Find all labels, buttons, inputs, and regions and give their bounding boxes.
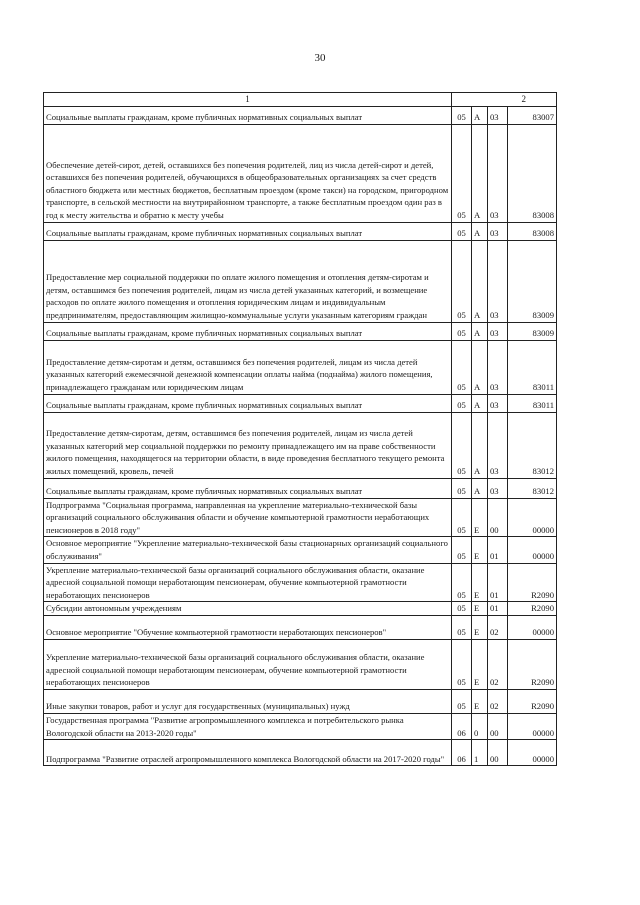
code-subprogram: 03 [488,124,508,222]
code-section: 05 [452,689,472,713]
code-direction: 83008 [508,124,557,222]
code-section: 05 [452,106,472,124]
code-subprogram: 02 [488,639,508,689]
row-description: Предоставление детям-сиротам, детям, оставшимся без попечения родителей, лицам из числа детей указанных категорий мер социальной поддержки по ремонту принадлежащего им на праве собственности жилого помещения, находящегося на территории области, в виде проведения бесплатного текущего ремонта жилых помещений, кровель, печей [44,412,452,478]
row-description: Социальные выплаты гражданам, кроме публичных нормативных социальных выплат [44,322,452,340]
code-subprogram: 01 [488,537,508,563]
code-subprogram: 00 [488,740,508,766]
code-section: 05 [452,412,472,478]
table-row [44,740,557,766]
row-description: Основное мероприятие "Укрепление материально-технической базы стационарных организаций социального обслуживания" [44,537,452,563]
table-row [44,106,557,124]
code-section: 05 [452,639,472,689]
row-description: Подпрограмма "Развитие отраслей агропромышленного комплекса Вологодской области на 2017-2020 годы" [44,740,452,766]
row-description: Основное мероприятие "Обучение компьютерной грамотности неработающих пенсионеров" [44,615,452,639]
code-program: А [472,412,488,478]
row-description: Субсидии автономным учреждениям [44,602,452,616]
code-program: 1 [472,740,488,766]
code-section: 05 [452,394,472,412]
code-program: Е [472,498,488,537]
row-description: Подпрограмма "Социальная программа, направленная на укрепление материально-технической базы организаций социального обслуживания области и обучение компьютерной грамотности неработающих пенсионеров в 2018 году" [44,498,452,537]
table-row [44,713,557,739]
row-description: Предоставление детям-сиротам и детям, оставшимся без попечения родителей, лицам из числа детей указанных категорий ежемесячной денежной компенсации оплаты найма (поднайма) жилого помещения, принадлежащего гражданам или юридическим лицам [44,340,452,394]
code-subprogram: 02 [488,615,508,639]
code-section: 05 [452,240,472,322]
table-row [44,689,557,713]
table-row [44,412,557,478]
code-subprogram: 03 [488,106,508,124]
table-row [44,563,557,602]
code-direction: 00000 [508,740,557,766]
table-row [44,478,557,498]
code-direction: R2090 [508,689,557,713]
table-row [44,394,557,412]
code-direction: R2090 [508,639,557,689]
row-description: Социальные выплаты гражданам, кроме публичных нормативных социальных выплат [44,478,452,498]
code-subprogram: 03 [488,394,508,412]
code-section: 05 [452,478,472,498]
code-section: 05 [452,322,472,340]
row-description: Социальные выплаты гражданам, кроме публичных нормативных социальных выплат [44,394,452,412]
page-number: 30 [314,52,326,64]
code-subprogram: 03 [488,240,508,322]
row-description: Социальные выплаты гражданам, кроме публичных нормативных социальных выплат [44,222,452,240]
code-section: 06 [452,713,472,739]
code-section: 05 [452,222,472,240]
code-subprogram: 02 [488,689,508,713]
code-program: Е [472,639,488,689]
header-col-1: 1 [44,93,452,107]
code-direction: 83012 [508,478,557,498]
table-row [44,340,557,394]
code-subprogram: 01 [488,602,508,616]
code-subprogram: 00 [488,713,508,739]
code-program: А [472,394,488,412]
table-row [44,124,557,222]
table-row [44,602,557,616]
code-program: 0 [472,713,488,739]
code-program: А [472,106,488,124]
table-row [44,639,557,689]
table-row [44,537,557,563]
code-program: А [472,478,488,498]
code-subprogram: 03 [488,340,508,394]
code-section: 05 [452,340,472,394]
code-section: 05 [452,602,472,616]
code-subprogram: 03 [488,222,508,240]
code-program: А [472,322,488,340]
code-program: А [472,222,488,240]
row-description: Обеспечение детей-сирот, детей, оставшихся без попечения родителей, лиц из числа детей-сирот и детей, оставшихся без попечения родителей, обучающихся в общеобразовательных организациях за счет средств областного бюджета или местных бюджетов, бесплатным проездом (кроме такси) на городском, пригородном транспорте, в сельской местности на внутрирайонном транспорте, а также бесплатным проездом один раз в год к месту жительства и обратно к месту учебы [44,124,452,222]
header-row [44,93,557,107]
table-row [44,322,557,340]
code-program: Е [472,689,488,713]
code-direction: 83007 [508,106,557,124]
table-row [44,222,557,240]
row-description: Иные закупки товаров, работ и услуг для государственных (муниципальных) нужд [44,689,452,713]
code-direction: 83009 [508,240,557,322]
code-section: 05 [452,537,472,563]
code-section: 05 [452,563,472,602]
row-description: Предоставление мер социальной поддержки по оплате жилого помещения и отопления детям-сиротам и детям, оставшимся без попечения родителей, лицам из числа детей указанных категорий, и возмещение расходов по оплате жилого помещения и отопления юридическим лицам и индивидуальным предпринимателям, предоставляющим жилищно-коммунальные услуги указанным категориям граждан [44,240,452,322]
code-direction: 83012 [508,412,557,478]
code-section: 06 [452,740,472,766]
code-section: 05 [452,615,472,639]
code-program: Е [472,537,488,563]
code-program: А [472,124,488,222]
table-row [44,498,557,537]
code-section: 05 [452,498,472,537]
row-description: Укрепление материально-технической базы организаций социального обслуживания области, оказание адресной социальной помощи неработающим пенсионерам, обучение компьютерной грамотности неработающих пенсионеров [44,639,452,689]
code-direction: 83011 [508,394,557,412]
code-program: А [472,240,488,322]
code-program: Е [472,563,488,602]
row-description: Укрепление материально-технической базы организаций социального обслуживания области, оказание адресной социальной помощи неработающим пенсионерам, обучение компьютерной грамотности неработающих пенсионеров [44,563,452,602]
code-subprogram: 01 [488,563,508,602]
code-subprogram: 03 [488,412,508,478]
row-description: Государственная программа "Развитие агропромышленного комплекса и потребительского рынка Вологодской области на 2013-2020 годы" [44,713,452,739]
code-program: Е [472,615,488,639]
code-direction: 83009 [508,322,557,340]
budget-table [43,92,557,766]
code-direction: R2090 [508,602,557,616]
code-direction: 00000 [508,498,557,537]
code-program: А [472,340,488,394]
code-direction: 83011 [508,340,557,394]
code-direction: 00000 [508,713,557,739]
code-section: 05 [452,124,472,222]
code-subprogram: 00 [488,498,508,537]
code-direction: R2090 [508,563,557,602]
code-direction: 83008 [508,222,557,240]
code-direction: 00000 [508,615,557,639]
header-col-2: 2 [452,93,557,107]
row-description: Социальные выплаты гражданам, кроме публичных нормативных социальных выплат [44,106,452,124]
code-subprogram: 03 [488,322,508,340]
code-direction: 00000 [508,537,557,563]
table-row [44,240,557,322]
code-program: Е [472,602,488,616]
table-row [44,615,557,639]
code-subprogram: 03 [488,478,508,498]
